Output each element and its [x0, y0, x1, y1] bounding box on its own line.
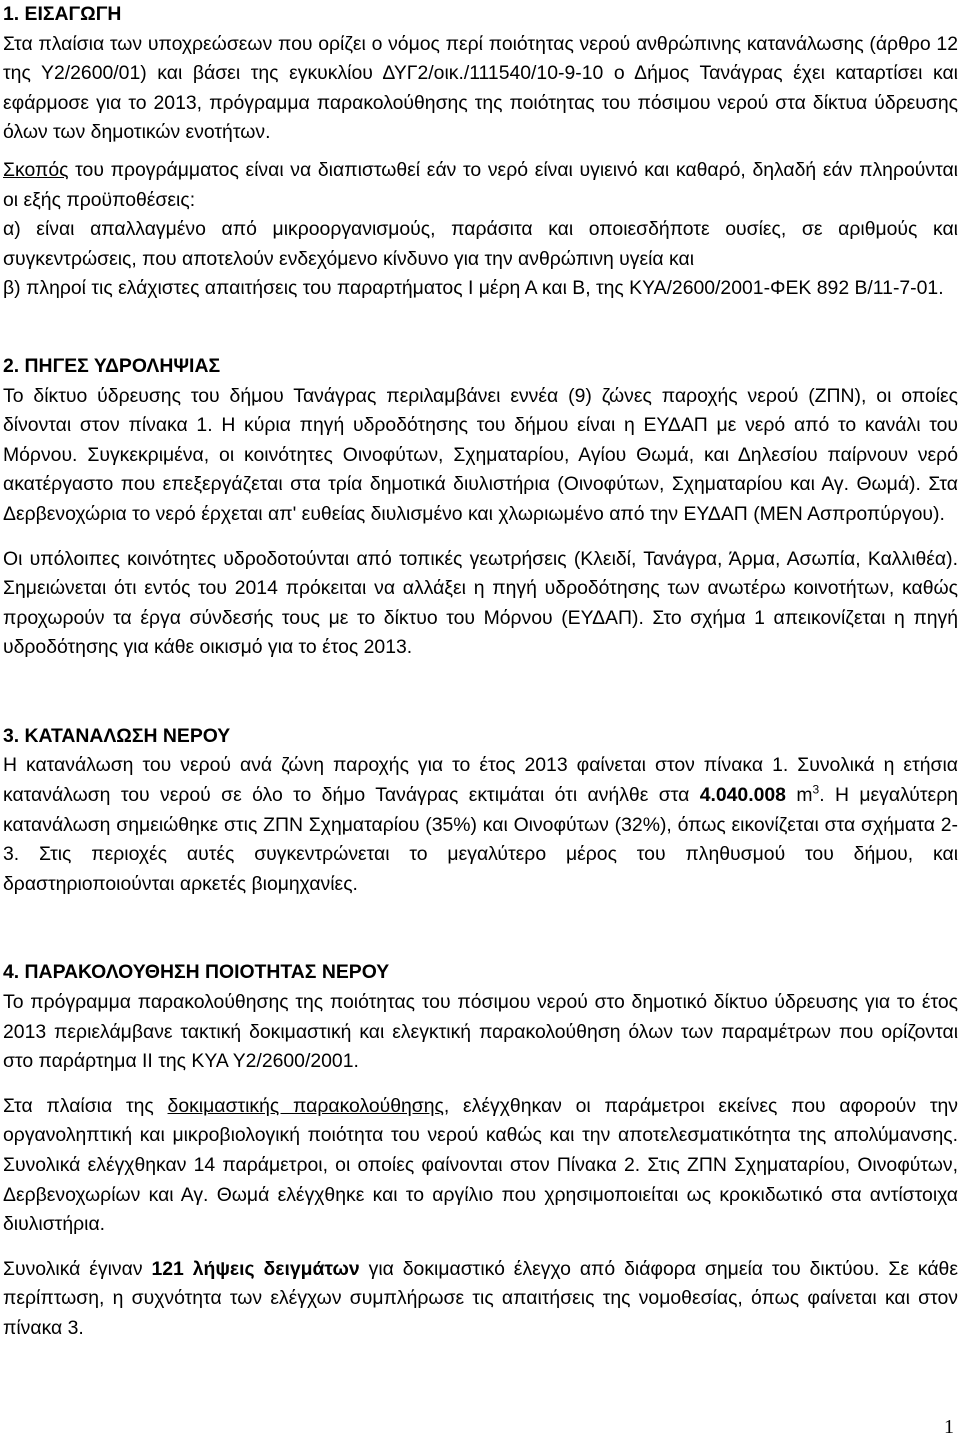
condition-item-b: β) πληροί τις ελάχιστες απαιτήσεις του παραρτήματος Ι μέρη Α και Β, της ΚΥΑ/2600/2001-ΦΕΚ 892 Β/11-7-01. — [3, 277, 944, 300]
spacer — [3, 663, 958, 722]
section-4-paragraph-2 — [3, 1092, 958, 1240]
samples-text-start: Συνολικά έγιναν — [3, 1257, 152, 1280]
section-1-heading: 1. ΕΙΣΑΓΩΓΗ — [3, 3, 122, 25]
spacer — [3, 899, 958, 958]
spacer — [3, 530, 958, 545]
purpose-underlined-term: Σκοπός — [3, 158, 69, 181]
spacer — [3, 304, 958, 352]
section-4-paragraph-1: Το πρόγραμμα παρακολούθησης της ποιότητας του πόσιμου νερού στο δημοτικό δίκτυο ύδρευσης για το έτος 2013 περιελάμβανε τακτική δοκιμαστική και ελεγκτική παρακολούθηση όλων των παραμέτρων που ορίζονται στο παράρτημα ΙΙ της ΚΥΑ Υ2/2600/2001. — [3, 991, 958, 1073]
monitoring-text-end: , ελέγχθηκαν οι παράμετροι εκείνες που αφορούν την οργανοληπτική και μικροβιολογική ποιότητα του νερού καθώς και την αποτελεσματικότητα της απολύμανσης. Συνολικά ελέγχθηκαν 14 παράμετροι, οι οποίες φαίνονται στον Πίνακα 2. Στις ΖΠΝ Σχηματαρίου, Οινοφύτων, Δερβενοχωρίων και Αγ. Θωμά ελέγχθηκε και το αργίλιο που χρησιμοποιείται ως κροκιδωτικό στα αντίστοιχα διυλιστήρια. — [3, 1094, 958, 1236]
consumption-unit: m — [785, 784, 813, 807]
section-2-heading: 2. ΠΗΓΕΣ ΥΔΡΟΛΗΨΙΑΣ — [3, 354, 221, 377]
section-2-paragraph-2: Οι υπόλοιπες κοινότητες υδροδοτούνται από τοπικές γεωτρήσεις (Κλειδί, Τανάγρα, Άρμα, Ασωπία, Καλλιθέα). Σημειώνεται ότι εντός του 2014 πρόκειται να αλλάξει η πηγή υδροδότησης των ανωτέρω κοινοτήτων, καθώς προχωρούν τα έργα σύνδεσής τους με το δίκτυο του Μόρνου (ΕΥΔΑΠ). Στο σχήμα 1 απεικονίζεται η πηγή υδροδότησης για κάθε οικισμό για το έτος 2013. — [3, 547, 958, 659]
condition-item-a: α) είναι απαλλαγμένο από μικροοργανισμούς, παράσιτα και οποιεσδήποτε ουσίες, σε αριθμούς και συγκεντρώσεις, που αποτελούν ενδεχόμενο κίνδυνο για την ανθρώπινη υγεία και — [3, 218, 958, 270]
total-consumption-value: 4.040.008 — [699, 784, 786, 807]
spacer — [3, 148, 958, 156]
unit-superscript: 3 — [812, 782, 820, 797]
consumption-text-start: Η κατανάλωση του νερού ανά ζώνη παροχής για το έτος 2013 φαίνεται στον πίνακα 1. Συνολικά η ετήσια κατανάλωση του νερού σε όλο το δήμο Τανάγρας εκτιμάται ότι ανήλθε στα — [3, 754, 958, 807]
trial-monitoring-underlined-term: δοκιμαστικής παρακολούθησης — [167, 1094, 444, 1117]
spacer — [3, 1240, 958, 1255]
monitoring-text-start: Στα πλαίσια της — [3, 1094, 168, 1117]
page-number: 1 — [944, 1416, 954, 1438]
section-3-heading: 3. ΚΑΤΑΝΑΛΩΣΗ ΝΕΡΟΥ — [3, 724, 231, 747]
section-1-paragraph-2-text: του προγράμματος είναι να διαπιστωθεί εάν το νερό είναι υγιεινό και καθαρό, δηλαδή εάν πληρούνται οι εξής προϋποθέσεις: — [3, 158, 958, 211]
consumption-text-end: . Η μεγαλύτερη κατανάλωση σημειώθηκε στις ΖΠΝ Σχηματαρίου (35%) και Οινοφύτων (32%), όπως εικονίζεται στα σχήματα 2-3. Στις περιοχές αυτές συγκεντρώνεται το μεγαλύτερο μέρος του πληθυσμού του δήμου, και δραστηριοποιούνται αρκετές βιομηχανίες. — [3, 784, 959, 895]
spacer — [3, 1077, 958, 1092]
samples-count-bold: 121 λήψεις δειγμάτων — [151, 1257, 360, 1280]
section-1-paragraph-2 — [3, 156, 958, 215]
section-3-paragraph-1 — [3, 751, 958, 899]
section-4-paragraph-3 — [3, 1255, 958, 1344]
section-4-heading: 4. ΠΑΡΑΚΟΛΟΥΘΗΣΗ ΠΟΙΟΤΗΤΑΣ ΝΕΡΟΥ — [3, 961, 390, 984]
samples-text-end: για δοκιμαστικό έλεγχο από διάφορα σημεία του δικτύου. Σε κάθε περίπτωση, η συχνότητα των ελέγχων συμπλήρωσε τις απαιτήσεις της νομοθεσίας, όπως φαίνεται και στον πίνακα 3. — [3, 1257, 958, 1339]
document-page — [3, 0, 958, 1344]
section-2-paragraph-1: Το δίκτυο ύδρευσης του δήμου Τανάγρας περιλαμβάνει εννέα (9) ζώνες παροχής νερού (ΖΠΝ), οι οποίες δίνονται στον πίνακα 1. Η κύρια πηγή υδροδότησης του δήμου είναι η ΕΥΔΑΠ με νερό από το κανάλι του Μόρνου. Συγκεκριμένα, οι κοινότητες Οινοφύτων, Σχηματαρίου, Αγίου Θωμά, και Δηλεσίου παίρνουν νερό ακατέργαστο που επεξεργάζεται στα τρία δημοτικά διυλιστήρια (Οινοφύτων, Σχηματαρίου και Αγ. Θωμά). Στα Δερβενοχώρια το νερό έρχεται απ' ευθείας διυλισμένο και χλωριωμένο από την ΕΥΔΑΠ (ΜΕΝ Ασπροπύργου). — [3, 384, 958, 525]
section-1-paragraph-1: Στα πλαίσια των υποχρεώσεων που ορίζει ο νόμος περί ποιότητας νερού ανθρώπινης κατανάλωσης (άρθρο 12 της Υ2/2600/01) και βάσει της εγκυκλίου ΔΥΓ2/οικ./111540/10-9-10 ο Δήμος Τανάγρας έχει καταρτίσει και εφάρμοσε για το 2013, πρόγραμμα παρακολούθησης της ποιότητας του πόσιμου νερού στα δίκτυα ύδρευσης όλων των δημοτικών ενοτήτων. — [3, 32, 958, 144]
